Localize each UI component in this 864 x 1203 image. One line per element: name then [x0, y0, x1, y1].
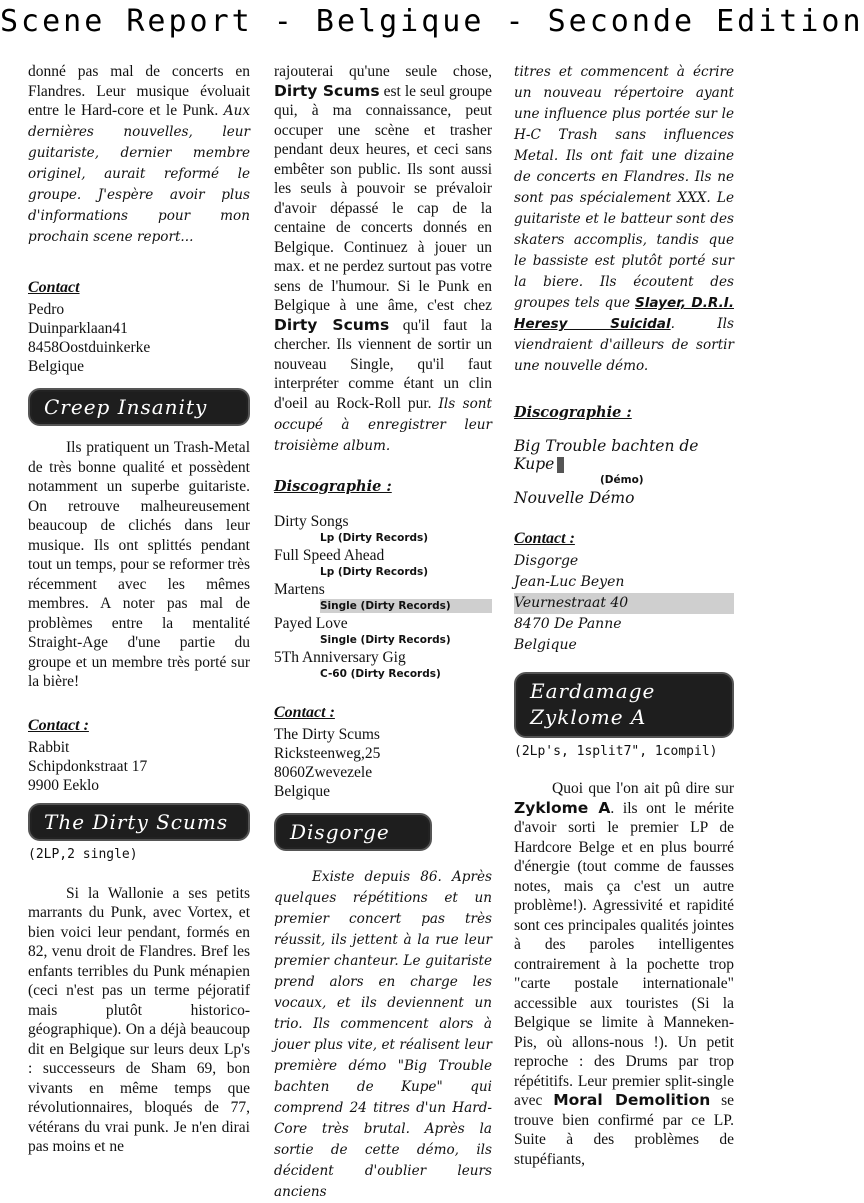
band-title-disgorge: Disgorge [274, 813, 432, 851]
discography-title: Nouvelle Démo [514, 489, 635, 507]
discography-label: (Démo) [600, 474, 644, 486]
contact-line: Schipdonkstraat 17 [28, 757, 148, 775]
contact-line: 8060Zwevezele [274, 763, 373, 781]
dirty-scums-text: rajouterai qu'une seule chose, Dirty Scums est le seul groupe qui, à ma connaissance, peut occuper une scène et trasher pendant deux heures, et ceci sans embêter son public. Ils sont aussi les seuls à pouvoir se prévaloir d'avoir dépassé le cap de la centaine de concerts donnés en Belgique. Continuez à jouer un max. et ne perdez surtout pas votre sens de l'humour. Si le Punk en Belgique à une âme, c'est chez Dirty Scums qu'il faut la chercher. Ils viennent de sortir un nouveau Single, qu'il faut interpréter comme étant un clin d'oeil au Rock-Roll pur. Ils sont occupé à enregistrer leur troisième album. [274, 63, 493, 454]
contact-line: Belgique [274, 782, 330, 800]
discography-title: Full Speed Ahead [274, 546, 385, 564]
column-right [514, 62, 734, 1169]
discography-label: C-60 (Dirty Records) [320, 667, 441, 680]
intro-text: donné pas mal de concerts en Flandres. Leur musique évoluait entre le Hard-core et le Punk. Aux dernières nouvelles, leur guitariste, dernier membre originel, aurait reformé le groupe. J'espère avoir plus d'informations pour mon prochain scene report... [28, 63, 251, 245]
band-title-dirty-scums: The Dirty Scums [28, 803, 250, 841]
discography-title: Martens [274, 580, 325, 598]
band-title-eardamage [514, 672, 734, 738]
discography-label: Lp (Dirty Records) [320, 565, 429, 578]
contact-line: Belgique [514, 637, 577, 653]
discography-title: 5Th Anniversary Gig [274, 648, 406, 666]
discography-title: Dirty Songs [274, 512, 349, 530]
discography-heading: Discographie : [514, 404, 632, 421]
band-text: Ils pratiquent un Trash-Metal de très bonne qualité et possèdent notamment un superbe guitariste. On retrouve malheureusement beaucoup de clichés dans leur musique. Ils ont splittés pendant tout un temps, pour se reformer très récemment avec les mêmes membres. A noter pas mal de problèmes entre la mentalité Straight-Age d'une partie du groupe et un membre très porté sur la bière! [28, 439, 250, 690]
contact-line: The Dirty Scums [274, 725, 380, 743]
contact-line: Pedro [28, 301, 65, 318]
band-title-creep-insanity: Creep Insanity [28, 388, 250, 426]
contact-heading: Contact : [28, 716, 89, 734]
contact-heading: Contact : [274, 703, 335, 721]
contact-heading: Contact : [514, 530, 575, 547]
contact-line: Veurnestraat 40 [514, 593, 734, 614]
band-subtitle: (2LP,2 single) [28, 846, 138, 862]
page-title: Scene Report - Belgique - Seconde Edition [0, 4, 864, 39]
band-text: Quoi que l'on ait pû dire sur Zyklome A. ils ont le mérite d'avoir sorti le premier LP de Hardcore Belge et en plus bourré d'énergie (tout comme de fausses notes, mais ça c'est un autre problème!). Agressivité et rapidité sont ces principales qualités jointes à des paroles intelligentes contrairement à la pochette trop "carte postale internationale" accessible aux touristes (Si la Belgique se limite à Manneken-Pis, où allons-nous !). Un petit reproche : des Drums par trop répétitifs. Leur premier split-single avec Moral Demolition se trouve bien confirmé par ce LP. Suite à des problèmes de stupéfiants, [514, 780, 735, 1168]
contact-heading: Contact [28, 279, 80, 296]
band-text: Existe depuis 86. Après quelques répétitions et un premier concert pas très réussit, ils jettent à la rue leur premier chanteur. Le guitariste prend alors en charge les vocaux, et ils deviennent un trio. Ils commencent alors à jouer plus vite, et réalisent leur première démo "Big Trouble bachten de Kupe" qui comprend 24 titres d'un Hard-Core très brutal. Après la sortie de cette démo, ils décident d'oublier leurs anciens [274, 868, 492, 1200]
column-left [28, 62, 250, 1157]
contact-line: Jean-Luc Beyen [514, 574, 625, 590]
contact-line: Ricksteenweg,25 [274, 744, 381, 762]
contact-line: Disgorge [514, 553, 579, 569]
band-text: Si la Wallonie a ses petits marrants du Punk, avec Vortex, et bien voici leur pendant, formés en 82, venu droit de Flandres. Bref les enfants terribles du Punk ménapien (ceci n'est pas un terme péjoratif mais plutôt historico-géographique). On a déjà beaucoup dit en Belgique sur leurs deux Lp's : successeurs de Sham 69, bon vivants en même temps que révolutionnaires, bloqués de 77, vétérans du vrai punk. Je n'en dirai pas moins et ne [28, 884, 250, 1155]
discography-list [514, 437, 734, 507]
discography-label: Lp (Dirty Records) [320, 531, 429, 544]
column-middle [274, 62, 492, 1203]
discography-list [274, 513, 492, 681]
band-title-line: Eardamage [530, 679, 656, 703]
discography-title: Payed Love [274, 614, 348, 632]
contact-line: Belgique [28, 358, 84, 375]
discography-title: Big Trouble bachten de Kupe [514, 437, 699, 473]
contact-line: 9900 Eeklo [28, 776, 100, 794]
disgorge-text: titres et commencent à écrire un nouveau répertoire ayant une influence plus portée sur le H-C Trash sans influences Metal. Ils ont fait une dizaine de concerts en Flandres. Ils ne sont pas spécialement XXX. Le guitariste et le batteur sont des skaters accomplis, tandis que le bassiste est plutôt porté sur la biere. Ils écoutent des groupes tels que Slayer, D.R.I. Heresy Suicidal. Ils viendraient d'ailleurs de sortir une nouvelle démo. [514, 64, 734, 374]
contact-line: Duinparklaan41 [28, 320, 128, 337]
discography-label: Single (Dirty Records) [320, 599, 492, 613]
discography-label: Single (Dirty Records) [320, 633, 451, 646]
contact-line: Rabbit [28, 738, 70, 756]
scan-mark [557, 457, 564, 473]
band-subtitle: (2Lp's, 1split7", 1compil) [514, 744, 718, 759]
contact-line: 8458Oostduinkerke [28, 339, 151, 356]
contact-line: 8470 De Panne [514, 616, 622, 632]
band-title-line: Zyklome A [530, 705, 647, 729]
discography-heading: Discographie : [274, 477, 392, 495]
